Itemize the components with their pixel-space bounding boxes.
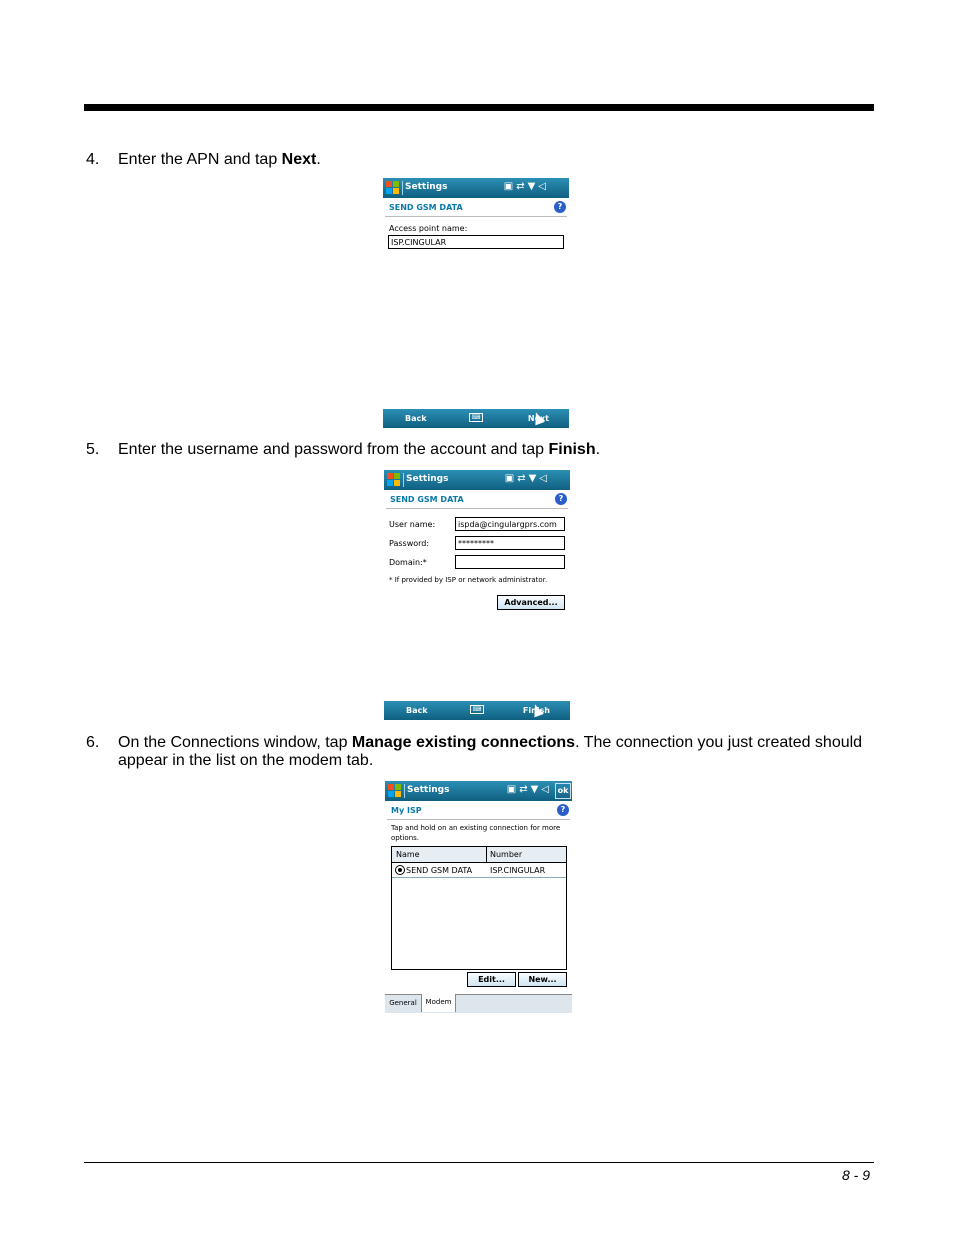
back-softkey[interactable]: Back <box>406 706 428 715</box>
finish-softkey[interactable]: Finish <box>522 706 550 715</box>
soft-key-bar <box>384 701 570 720</box>
advanced-button[interactable]: Advanced... <box>497 595 565 610</box>
password-input[interactable]: ********* <box>455 536 565 550</box>
apn-input[interactable]: ISP.CINGULAR <box>388 235 564 249</box>
step-text-end: . <box>595 441 601 458</box>
next-softkey[interactable]: Next <box>527 414 549 423</box>
step-number: 4. <box>86 151 100 168</box>
connection-list[interactable] <box>391 846 567 970</box>
screenshot-apn <box>383 178 569 429</box>
step-text-end: . The connection you just created should appear in the list on the modem tab. <box>118 734 863 769</box>
connection-header: SEND GSM DATA <box>390 495 464 504</box>
connection-number: ISP.CINGULAR <box>490 866 546 875</box>
tab-general[interactable]: General <box>385 995 422 1012</box>
keyboard-icon[interactable]: ⌨ <box>470 705 484 714</box>
help-icon[interactable]: ? <box>554 201 566 213</box>
page-number: 8 - 9 <box>841 1167 870 1183</box>
selected-radio-icon <box>395 865 405 875</box>
apn-label: Access point name: <box>389 224 468 233</box>
domain-input[interactable] <box>455 555 565 569</box>
step-number: 5. <box>86 441 100 458</box>
instruction-text: Tap and hold on an existing connection for more options. <box>391 824 561 842</box>
connection-name: SEND GSM DATA <box>406 866 473 875</box>
new-button[interactable]: New... <box>518 972 567 987</box>
connection-header: My ISP <box>391 806 422 815</box>
user-name-input[interactable]: ispda@cingulargprs.com <box>455 517 565 531</box>
edit-button[interactable]: Edit... <box>467 972 516 987</box>
status-icons: ▣⇄▼◁ <box>503 181 549 192</box>
header-rule <box>84 104 874 111</box>
password-label: Password: <box>389 539 430 548</box>
status-icons: ▣⇄▼◁ <box>504 473 550 484</box>
window-title: Settings <box>405 182 448 192</box>
windows-start-icon[interactable] <box>388 784 402 798</box>
tab-modem[interactable]: Modem <box>422 994 456 1012</box>
domain-label: Domain:* <box>389 558 427 567</box>
step-text: Enter the APN and tap <box>118 151 282 168</box>
step-text: On the Connections window, tap <box>118 734 352 751</box>
list-item[interactable] <box>392 863 566 878</box>
soft-key-bar <box>383 409 569 428</box>
step-text: Enter the username and password from the account and tap <box>118 441 549 458</box>
title-bar <box>383 178 569 198</box>
column-header-name[interactable]: Name <box>396 850 420 859</box>
windows-start-icon[interactable] <box>386 181 400 195</box>
ok-button[interactable]: ok <box>555 783 571 799</box>
back-softkey[interactable]: Back <box>405 414 427 423</box>
keyboard-icon[interactable]: ⌨ <box>469 413 483 422</box>
step-keyword: Manage existing connections <box>351 734 576 751</box>
pointer-cursor-icon <box>530 703 544 718</box>
title-bar <box>384 470 570 490</box>
title-bar <box>385 781 572 801</box>
pointer-cursor-icon <box>531 411 545 426</box>
window-title: Settings <box>406 474 449 484</box>
footer-rule <box>84 1162 874 1163</box>
connection-header: SEND GSM DATA <box>389 203 463 212</box>
help-icon[interactable]: ? <box>555 493 567 505</box>
status-icons: ▣⇄▼◁ <box>506 784 552 795</box>
windows-start-icon[interactable] <box>387 473 401 487</box>
step-keyword: Next <box>281 151 317 168</box>
step-keyword: Finish <box>548 441 596 458</box>
window-title: Settings <box>407 785 450 795</box>
screenshot-credentials <box>384 470 570 721</box>
column-header-number[interactable]: Number <box>490 850 523 859</box>
user-name-label: User name: <box>389 520 436 529</box>
step-number: 6. <box>86 734 100 751</box>
step-text-end: . <box>316 151 321 168</box>
screenshot-my-isp <box>385 781 572 1013</box>
tab-bar <box>385 994 572 1013</box>
domain-note: * If provided by ISP or network administrator. <box>389 576 548 584</box>
help-icon[interactable]: ? <box>557 804 569 816</box>
